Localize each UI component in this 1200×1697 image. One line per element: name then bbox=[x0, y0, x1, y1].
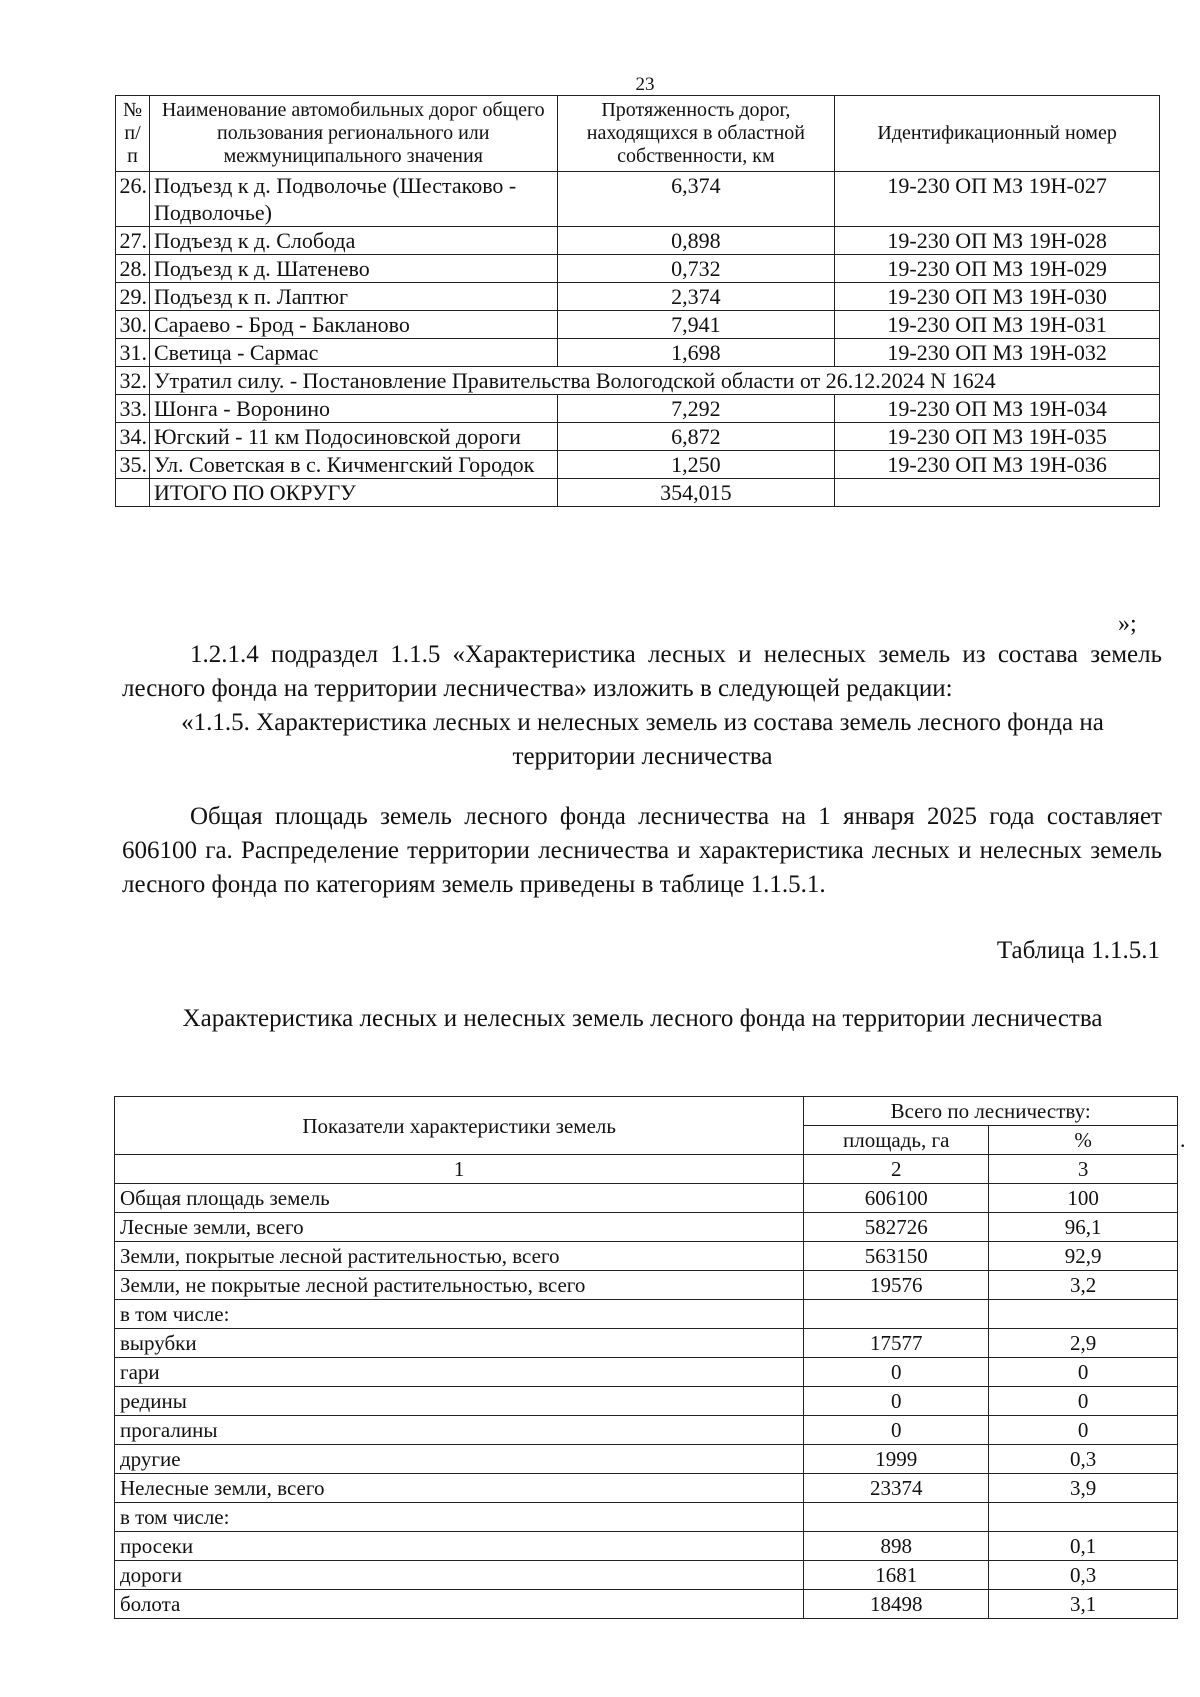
land-area: 17577 bbox=[804, 1329, 989, 1358]
land-area bbox=[804, 1300, 989, 1329]
col-num: 3 bbox=[989, 1155, 1178, 1184]
land-label: прогалины bbox=[115, 1416, 804, 1445]
land-percent: 2,9 bbox=[989, 1329, 1178, 1358]
land-label: Земли, не покрытые лесной растительностью, всего bbox=[115, 1271, 804, 1300]
header-id: Идентификационный номер bbox=[835, 96, 1160, 172]
table-row bbox=[115, 1416, 1178, 1445]
road-id: 19-230 ОП МЗ 19Н-034 bbox=[835, 395, 1160, 423]
row-num: 34. bbox=[116, 423, 150, 451]
land-label: вырубки bbox=[115, 1329, 804, 1358]
table-row bbox=[115, 1300, 1178, 1329]
row-num: 30. bbox=[116, 311, 150, 339]
table-caption: Таблица 1.1.5.1 bbox=[996, 937, 1160, 964]
land-label: Нелесные земли, всего bbox=[115, 1474, 804, 1503]
land-percent: 3,1 bbox=[989, 1590, 1178, 1619]
land-percent bbox=[989, 1503, 1178, 1532]
road-name: Подъезд к п. Лаптюг bbox=[149, 283, 557, 311]
table-row bbox=[116, 339, 1160, 367]
land-area bbox=[804, 1503, 989, 1532]
road-name: Подъезд к д. Слобода bbox=[149, 227, 557, 255]
roads-table bbox=[115, 95, 1160, 507]
table-row bbox=[115, 1590, 1178, 1619]
table-row bbox=[116, 451, 1160, 479]
total-label: ИТОГО ПО ОКРУГУ bbox=[149, 479, 557, 507]
table-row bbox=[115, 1445, 1178, 1474]
total-id-cell bbox=[835, 479, 1160, 507]
land-percent: 3,2 bbox=[989, 1271, 1178, 1300]
road-length: 0,898 bbox=[557, 227, 835, 255]
road-length: 6,374 bbox=[557, 172, 835, 227]
land-area: 606100 bbox=[804, 1184, 989, 1213]
table-row bbox=[115, 1358, 1178, 1387]
table-title: Характеристика лесных и нелесных земель лесного фонда на территории лесничества bbox=[182, 1005, 1103, 1032]
header-percent: % bbox=[989, 1126, 1178, 1155]
table-row bbox=[115, 1387, 1178, 1416]
table-row bbox=[116, 423, 1160, 451]
land-percent: 0 bbox=[989, 1358, 1178, 1387]
total-num-cell bbox=[116, 479, 150, 507]
land-area: 898 bbox=[804, 1532, 989, 1561]
road-length: 2,374 bbox=[557, 283, 835, 311]
lands-table bbox=[114, 1096, 1178, 1619]
table-row bbox=[115, 1271, 1178, 1300]
row-num: 31. bbox=[116, 339, 150, 367]
table-row bbox=[116, 395, 1160, 423]
table-row bbox=[116, 172, 1160, 227]
road-length: 7,941 bbox=[557, 311, 835, 339]
land-label: просеки bbox=[115, 1532, 804, 1561]
road-length: 7,292 bbox=[557, 395, 835, 423]
road-length: 1,698 bbox=[557, 339, 835, 367]
land-label: редины bbox=[115, 1387, 804, 1416]
row-num: 33. bbox=[116, 395, 150, 423]
road-name: Югский - 11 км Подосиновской дороги bbox=[149, 423, 557, 451]
header-indicators: Показатели характеристики земель bbox=[115, 1097, 804, 1155]
land-percent: 0 bbox=[989, 1416, 1178, 1445]
road-name: Шонга - Воронино bbox=[149, 395, 557, 423]
road-id: 19-230 ОП МЗ 19Н-032 bbox=[835, 339, 1160, 367]
total-row bbox=[116, 479, 1160, 507]
road-id: 19-230 ОП МЗ 19Н-027 bbox=[835, 172, 1160, 227]
header-num: № п/п bbox=[116, 96, 150, 172]
land-percent: 92,9 bbox=[989, 1242, 1178, 1271]
table-row bbox=[115, 1213, 1178, 1242]
land-area: 19576 bbox=[804, 1271, 989, 1300]
area-paragraph: Общая площадь земель лесного фонда лесничества на 1 января 2025 года составляет 606100 га. Распределение территории лесничества и характеристика лесных и нелесных земель лесного фонда по категориям земель приведены в таблице 1.1.5.1. bbox=[122, 803, 1162, 898]
header-area: площадь, га bbox=[804, 1126, 989, 1155]
road-id: 19-230 ОП МЗ 19Н-036 bbox=[835, 451, 1160, 479]
table-row bbox=[116, 283, 1160, 311]
road-length: 0,732 bbox=[557, 255, 835, 283]
table-row-repealed bbox=[116, 367, 1160, 395]
page-number: 23 bbox=[635, 74, 655, 95]
land-label: дороги bbox=[115, 1561, 804, 1590]
table-row bbox=[115, 1532, 1178, 1561]
row-num: 28. bbox=[116, 255, 150, 283]
land-percent: 0 bbox=[989, 1387, 1178, 1416]
amendment-paragraph: 1.2.1.4 подраздел 1.1.5 «Характеристика лесных и нелесных земель из состава земель лесного фонда на территории лесничества» изложить в следующей редакции: bbox=[122, 641, 1162, 702]
table-row bbox=[116, 227, 1160, 255]
land-label: Лесные земли, всего bbox=[115, 1213, 804, 1242]
table-row bbox=[115, 1474, 1178, 1503]
land-area: 0 bbox=[804, 1387, 989, 1416]
margin-dot: . bbox=[1180, 1127, 1186, 1152]
land-area: 1681 bbox=[804, 1561, 989, 1590]
header-length: Протяженность дорог, находящихся в областной собственности, км bbox=[557, 96, 835, 172]
roads-header-row bbox=[116, 96, 1160, 172]
col-num: 1 bbox=[115, 1155, 804, 1184]
header-name: Наименование автомобильных дорог общего пользования регионального или межмуниципального значения bbox=[149, 96, 557, 172]
table-row bbox=[116, 255, 1160, 283]
road-id: 19-230 ОП МЗ 19Н-035 bbox=[835, 423, 1160, 451]
table-row bbox=[115, 1329, 1178, 1358]
row-num: 32. bbox=[116, 367, 150, 395]
road-length: 1,250 bbox=[557, 451, 835, 479]
land-label: в том числе: bbox=[115, 1300, 804, 1329]
col-num: 2 bbox=[804, 1155, 989, 1184]
table-row bbox=[115, 1184, 1178, 1213]
land-label: Земли, покрытые лесной растительностью, всего bbox=[115, 1242, 804, 1271]
land-percent: 100 bbox=[989, 1184, 1178, 1213]
column-number-row bbox=[115, 1155, 1178, 1184]
table-row bbox=[115, 1242, 1178, 1271]
table-row bbox=[116, 311, 1160, 339]
closing-quote: »; bbox=[1118, 611, 1137, 637]
row-num: 26. bbox=[116, 172, 150, 227]
land-label: Общая площадь земель bbox=[115, 1184, 804, 1213]
road-length: 6,872 bbox=[557, 423, 835, 451]
row-num: 27. bbox=[116, 227, 150, 255]
header-total: Всего по лесничеству: bbox=[804, 1097, 1178, 1126]
land-percent bbox=[989, 1300, 1178, 1329]
land-area: 563150 bbox=[804, 1242, 989, 1271]
row-num: 29. bbox=[116, 283, 150, 311]
row-num: 35. bbox=[116, 451, 150, 479]
road-name: Подъезд к д. Подволочье (Шестаково - Подволочье) bbox=[149, 172, 557, 227]
table-row bbox=[115, 1561, 1178, 1590]
road-id: 19-230 ОП МЗ 19Н-030 bbox=[835, 283, 1160, 311]
land-percent: 0,3 bbox=[989, 1445, 1178, 1474]
total-length: 354,015 bbox=[557, 479, 835, 507]
land-label: гари bbox=[115, 1358, 804, 1387]
road-name: Подъезд к д. Шатенево bbox=[149, 255, 557, 283]
land-area: 0 bbox=[804, 1416, 989, 1445]
land-area: 23374 bbox=[804, 1474, 989, 1503]
road-id: 19-230 ОП МЗ 19Н-028 bbox=[835, 227, 1160, 255]
road-id: 19-230 ОП МЗ 19Н-031 bbox=[835, 311, 1160, 339]
road-name: Сараево - Брод - Бакланово bbox=[149, 311, 557, 339]
land-label: в том числе: bbox=[115, 1503, 804, 1532]
land-percent: 3,9 bbox=[989, 1474, 1178, 1503]
land-label: другие bbox=[115, 1445, 804, 1474]
lands-header-row bbox=[115, 1097, 1178, 1126]
repealed-note: Утратил силу. - Постановление Правительства Вологодской области от 26.12.2024 N 1624 bbox=[149, 367, 1159, 395]
land-label: болота bbox=[115, 1590, 804, 1619]
land-percent: 96,1 bbox=[989, 1213, 1178, 1242]
land-area: 1999 bbox=[804, 1445, 989, 1474]
land-area: 582726 bbox=[804, 1213, 989, 1242]
road-id: 19-230 ОП МЗ 19Н-029 bbox=[835, 255, 1160, 283]
section-heading: «1.1.5. Характеристика лесных и нелесных земель из состава земель лесного фонда на территории лесничества bbox=[181, 709, 1104, 770]
land-area: 0 bbox=[804, 1358, 989, 1387]
land-area: 18498 bbox=[804, 1590, 989, 1619]
road-name: Светица - Сармас bbox=[149, 339, 557, 367]
land-percent: 0,3 bbox=[989, 1561, 1178, 1590]
land-percent: 0,1 bbox=[989, 1532, 1178, 1561]
road-name: Ул. Советская в с. Кичменгский Городок bbox=[149, 451, 557, 479]
table-row bbox=[115, 1503, 1178, 1532]
